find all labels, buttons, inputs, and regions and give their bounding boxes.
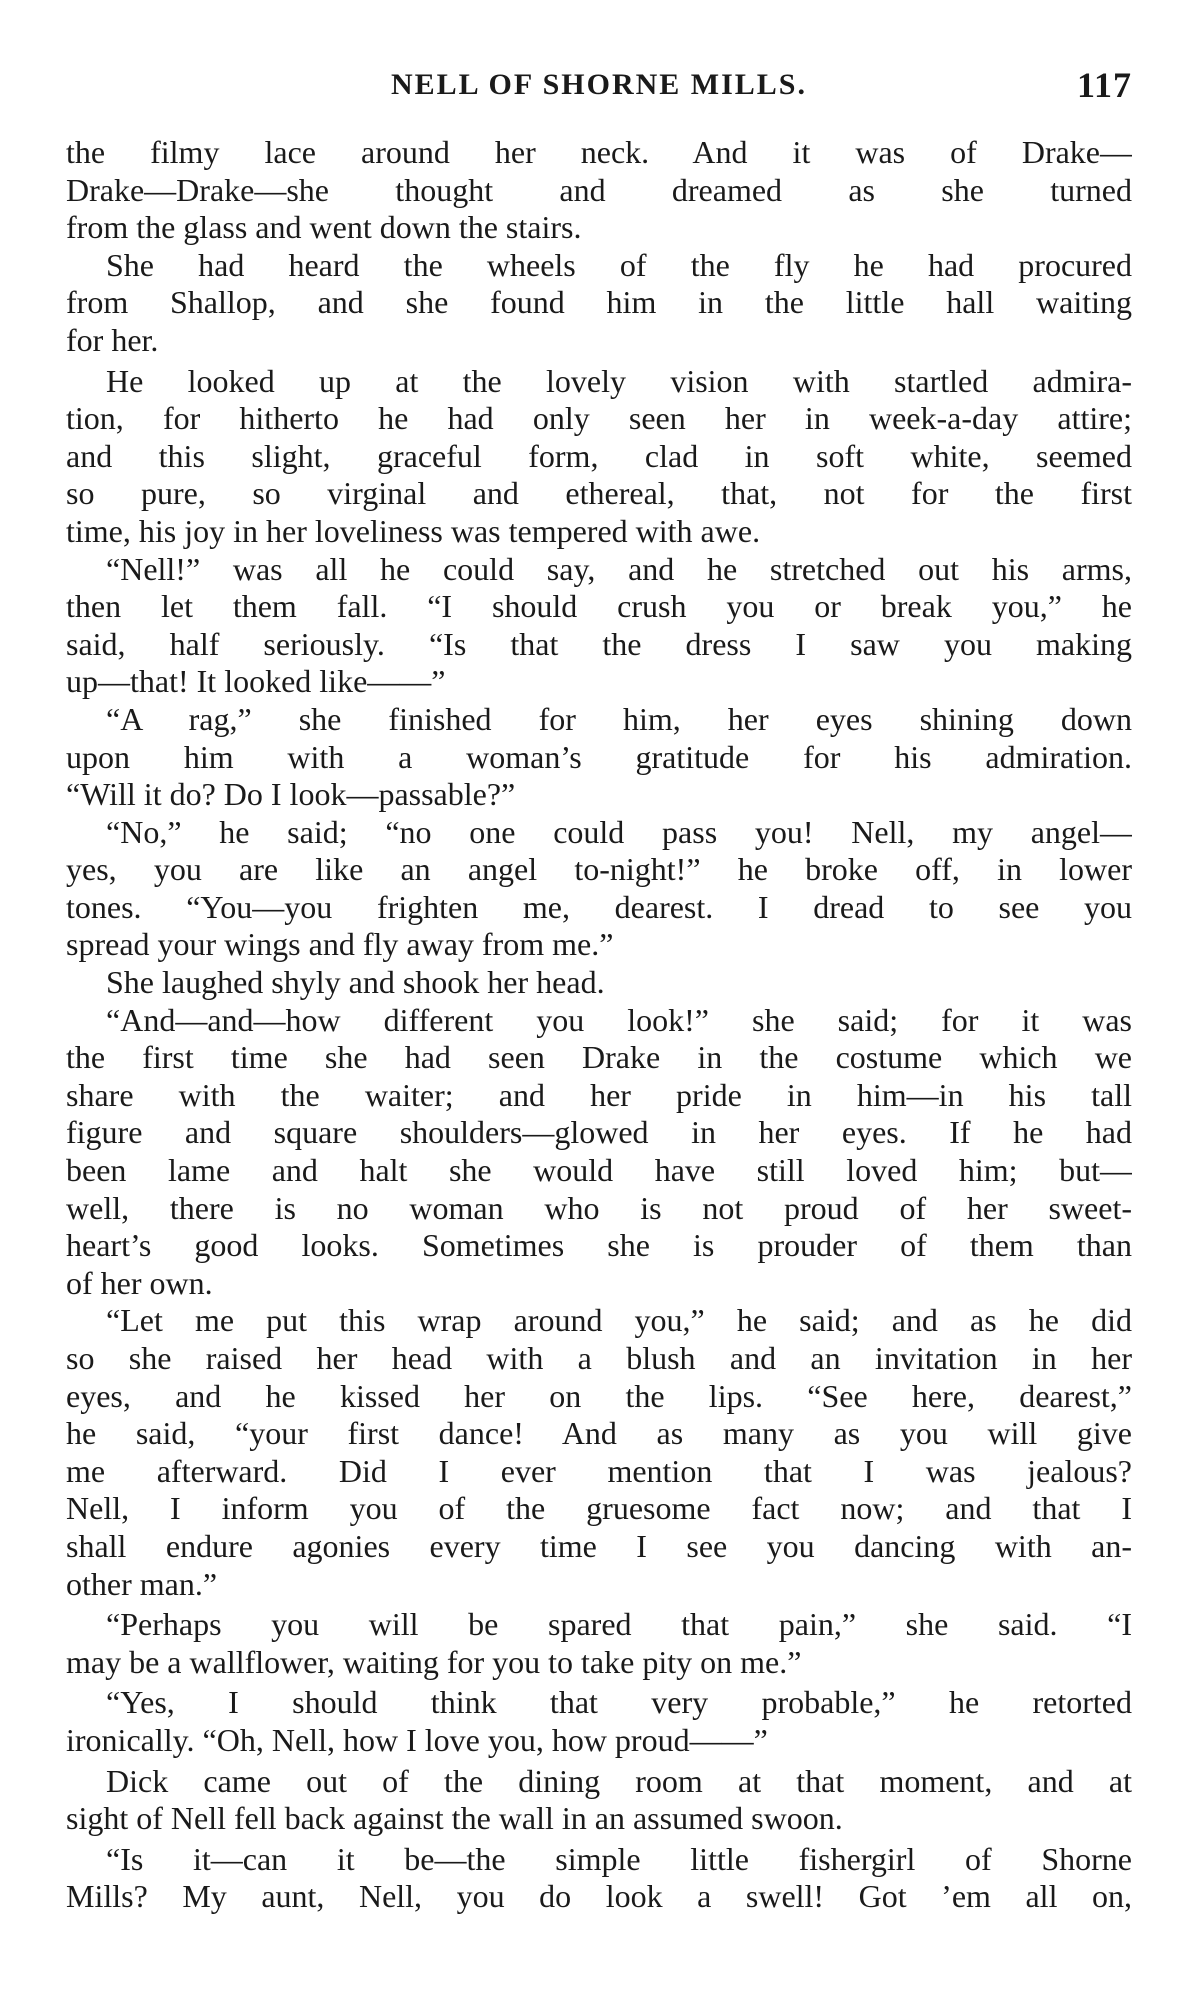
text-line: “Perhaps you will be spared that pain,” she said. “I — [106, 1606, 1132, 1643]
text-line: eyes, and he kissed her on the lips. “See here, dearest,” — [66, 1377, 1132, 1414]
text-line: so pure, so virginal and ethereal, that, not for the first — [66, 475, 1132, 512]
text-line: figure and square shoulders—glowed in her eyes. If he had — [66, 1114, 1132, 1151]
page-number: 117 — [1076, 65, 1132, 105]
text-line: He looked up at the lovely vision with startled admira- — [106, 362, 1132, 399]
text-line: Mills? My aunt, Nell, you do look a swell! Got ’em all on, — [66, 1878, 1132, 1915]
text-line: tones. “You—you frighten me, dearest. I dread to see you — [66, 888, 1132, 925]
text-line: “Let me put this wrap around you,” he said; and as he did — [106, 1302, 1132, 1339]
text-line: shall endure agonies every time I see you dancing with an- — [66, 1527, 1132, 1564]
text-line: yes, you are like an angel to-night!” he broke off, in lower — [66, 851, 1132, 888]
running-title: NELL OF SHORNE MILLS. — [391, 68, 807, 101]
text-line: share with the waiter; and her pride in him—in his tall — [66, 1076, 1132, 1113]
text-line: “And—and—how different you look!” she said; for it was — [106, 1001, 1132, 1038]
text-line: heart’s good looks. Sometimes she is prouder of them than — [66, 1227, 1132, 1264]
text-line: tion, for hitherto he had only seen her in week-a-day attire; — [66, 400, 1132, 437]
text-line: may be a wallflower, waiting for you to take pity on me.” — [66, 1643, 802, 1680]
body-text — [66, 134, 1132, 1916]
text-line: “A rag,” she finished for him, her eyes shining down — [106, 700, 1132, 737]
text-line: up—that! It looked like——” — [66, 663, 446, 700]
text-line: “Will it do? Do I look—passable?” — [66, 776, 516, 813]
text-line: She had heard the wheels of the fly he had procured — [106, 246, 1132, 283]
text-line: the first time she had seen Drake in the costume which we — [66, 1039, 1132, 1076]
text-line: well, there is no woman who is not proud of her sweet- — [66, 1189, 1132, 1226]
text-line: from the glass and went down the stairs. — [66, 209, 582, 246]
text-line: then let them fall. “I should crush you or break you,” he — [66, 588, 1132, 625]
text-line: other man.” — [66, 1565, 218, 1602]
text-line: been lame and halt she would have still loved him; but— — [66, 1152, 1132, 1189]
text-line: me afterward. Did I ever mention that I was jealous? — [66, 1452, 1132, 1489]
text-line: spread your wings and fly away from me.” — [66, 926, 614, 963]
text-line: sight of Nell fell back against the wall in an assumed swoon. — [66, 1800, 843, 1837]
text-line: ironically. “Oh, Nell, how I love you, how proud——” — [66, 1721, 768, 1758]
text-line: “Yes, I should think that very probable,” he retorted — [106, 1684, 1132, 1721]
text-line: said, half seriously. “Is that the dress I saw you making — [66, 625, 1132, 662]
text-line: She laughed shyly and shook her head. — [106, 964, 605, 1001]
text-line: “Nell!” was all he could say, and he stretched out his arms, — [106, 550, 1132, 587]
text-line: upon him with a woman’s gratitude for his admiration. — [66, 738, 1132, 775]
text-line: Dick came out of the dining room at that moment, and at — [106, 1762, 1132, 1799]
text-line: “No,” he said; “no one could pass you! Nell, my angel— — [106, 813, 1132, 850]
text-line: from Shallop, and she found him in the little hall waiting — [66, 284, 1132, 321]
page-header — [66, 66, 1132, 114]
text-line: Drake—Drake—she thought and dreamed as she turned — [66, 171, 1132, 208]
text-line: he said, “your first dance! And as many as you will give — [66, 1415, 1132, 1452]
text-line: “Is it—can it be—the simple little fishergirl of Shorne — [106, 1840, 1132, 1877]
text-line: of her own. — [66, 1264, 213, 1301]
text-line: so she raised her head with a blush and an invitation in her — [66, 1340, 1132, 1376]
text-line: for her. — [66, 321, 159, 358]
text-line: time, his joy in her loveliness was tempered with awe. — [66, 512, 761, 549]
text-line: Nell, I inform you of the gruesome fact now; and that I — [66, 1490, 1132, 1527]
text-line: and this slight, graceful form, clad in soft white, seemed — [66, 437, 1132, 474]
text-line: the filmy lace around her neck. And it was of Drake— — [66, 134, 1132, 170]
